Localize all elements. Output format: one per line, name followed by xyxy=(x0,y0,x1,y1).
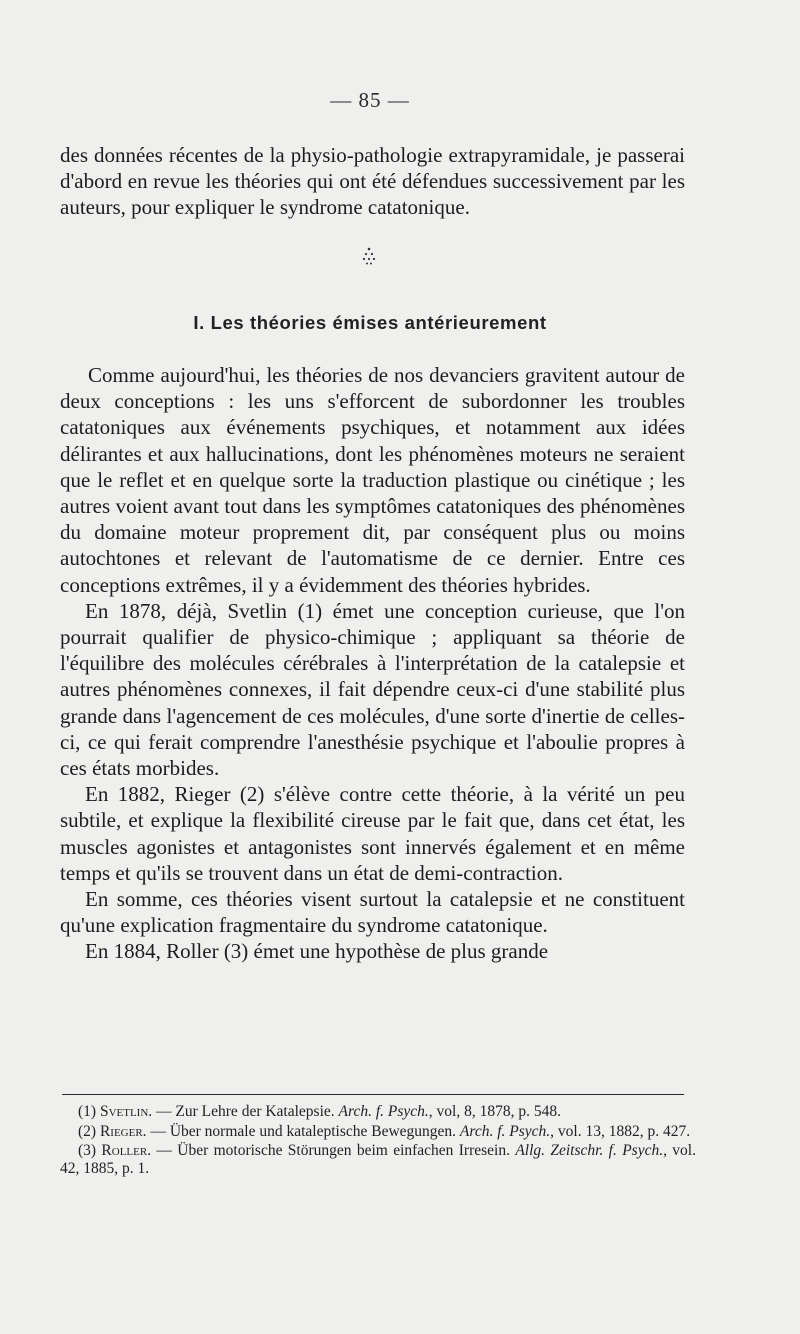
footnote-title: — Über normale und kataleptische Bewegungen. xyxy=(146,1122,460,1140)
footnote xyxy=(60,1123,696,1141)
footnote-author: Rieger. xyxy=(99,1122,147,1140)
footnote-marker: (1) xyxy=(78,1103,97,1120)
footnote xyxy=(60,1103,696,1121)
page-number: — 85 — xyxy=(330,88,410,112)
section-heading: I. Les théories émises antérieurement xyxy=(193,312,547,333)
paragraph: En 1884, Roller (3) émet une hypothèse de plus grande xyxy=(85,939,549,964)
footnote-author: Svetlin. xyxy=(99,1103,153,1120)
footnote xyxy=(60,1142,696,1177)
paragraph: En 1882, Rieger (2) s'élève contre cette théorie, à la vérité un peu subtile, et explique la flexibilité cireuse par le fait que, dans cet état, les muscles agonistes et antagonistes sont innervés également et en même temps et qu'ils se trouvent dans un état de demi-contraction. xyxy=(60,782,685,885)
footnote-details: , vol. 42, 1885, p. 1. xyxy=(60,1142,696,1177)
footnote-details: , vol. 13, 1882, p. 427. xyxy=(550,1122,691,1140)
footnote-journal: Arch. f. Psych. xyxy=(338,1103,429,1120)
intro-paragraph: des données récentes de la physio-pathologie extrapyramidale, je passerai d'abord en revue les théories qui ont été défendues successivement par les auteurs, pour expliquer le syndrome catatonique. xyxy=(60,143,685,220)
footnote-title: — Zur Lehre der Katalepsie. xyxy=(152,1103,339,1120)
footnote-details: , vol, 8, 1878, p. 548. xyxy=(428,1103,561,1120)
footnote-marker: (3) xyxy=(78,1142,97,1159)
paragraph: En somme, ces théories visent surtout la catalepsie et ne constituent qu'une explication fragmentaire du syndrome catatonique. xyxy=(60,887,685,938)
footnote-journal: Arch. f. Psych. xyxy=(459,1122,551,1140)
footnote-marker: (2) xyxy=(78,1122,97,1140)
asterism-ornament-icon xyxy=(361,246,377,266)
footnotes xyxy=(60,1103,696,1179)
paragraph: En 1878, déjà, Svetlin (1) émet une conception curieuse, que l'on pourrait qualifier de physico-chimique ; appliquant sa théorie de l'équilibre des molécules cérébrales à l'interprétation de la catalepsie et autres phénomènes connexes, il fait dépendre ceux-ci d'une stabilité plus grande dans l'agencement de ces molécules, d'une sorte d'inertie de celles-ci, ce qui ferait comprendre l'anesthésie psychique et l'aboulie propres à ces états morbides. xyxy=(60,598,685,781)
body-text xyxy=(60,362,685,965)
footnote-divider xyxy=(62,1094,684,1095)
paragraph: Comme aujourd'hui, les théories de nos devanciers gravitent autour de deux conceptions : les uns s'efforcent de subordonner les troubles catatoniques aux événements psychiques, et notamment aux idées délirantes et aux hallucinations, dont les phénomènes moteurs ne seraient que le reflet et en quelque sorte la traduction plastique ou cinétique ; les autres voient avant tout dans les symptômes catatoniques des phénomènes du domaine moteur proprement dit, par conséquent plus ou moins autochtones et relevant de l'automatisme de ce dernier. Entre ces conceptions extrêmes, il y a évidemment des théories hybrides. xyxy=(60,363,685,597)
footnote-title: — Über motorische Störungen beim einfachen Irresein. xyxy=(151,1142,516,1159)
footnote-author: Roller. xyxy=(101,1142,152,1159)
footnote-journal: Allg. Zeitschr. f. Psych. xyxy=(515,1142,664,1159)
